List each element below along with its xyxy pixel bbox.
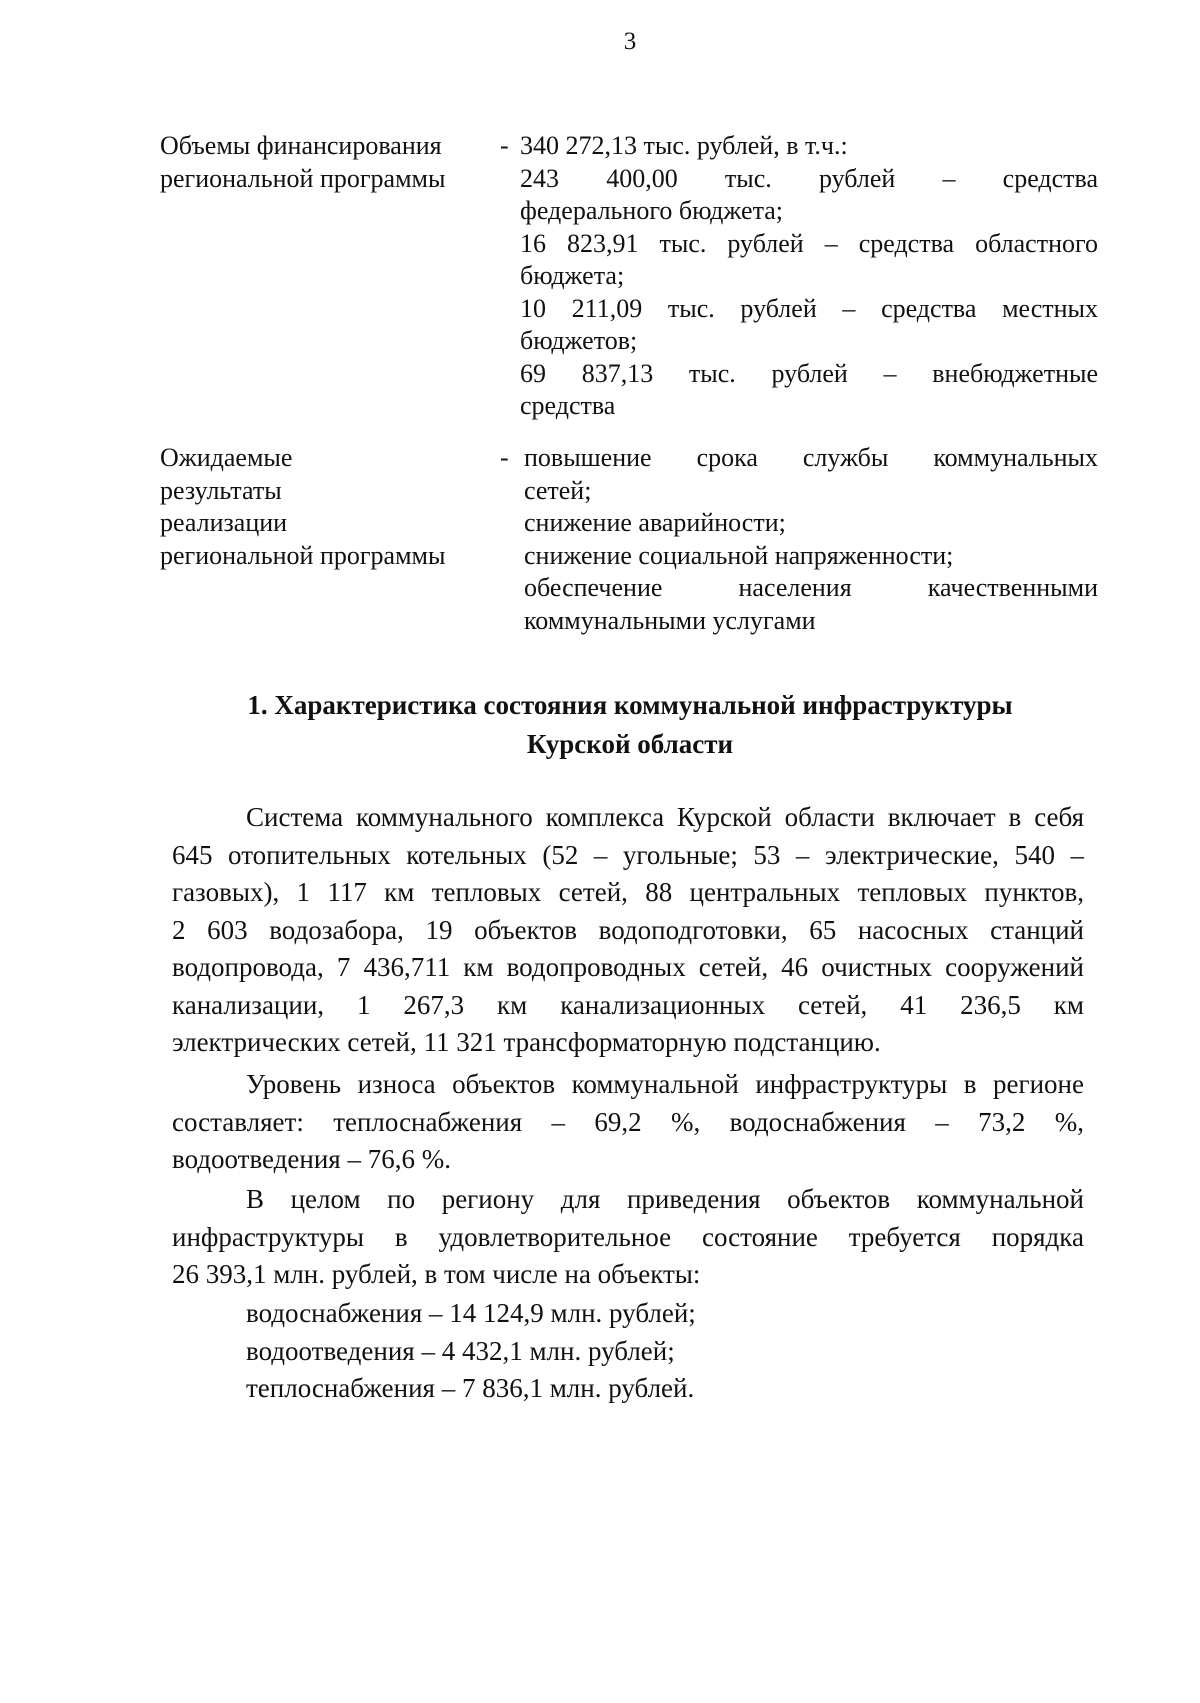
results-label-line: региональной программы — [160, 540, 446, 570]
paragraph-funding-need — [172, 1181, 1084, 1294]
financing-value-line: бюджетов; — [520, 326, 638, 355]
results-value-line: сетей; — [524, 475, 592, 505]
paragraph-line: Уровень износа объектов коммунальной инфраструктуры в регионе — [246, 1069, 1084, 1099]
paragraph-line: составляет: теплоснабжения – 69,2 %, водоснабжения – 73,2 %, — [172, 1106, 1084, 1137]
section-heading — [170, 686, 1090, 764]
financing-value-line: 340 272,13 тыс. рублей, в т.ч.: — [520, 131, 848, 160]
financing-value-line: 10 211,09 тыс. рублей – средства местных — [520, 293, 1098, 323]
section-heading-line: 1. Характеристика состояния коммунальной инфраструктуры — [247, 690, 1013, 720]
list-item: теплоснабжения – 7 836,1 млн. рублей. — [246, 1373, 695, 1403]
financing-value-line: федерального бюджета; — [520, 196, 784, 225]
list-item: водоснабжения – 14 124,9 млн. рублей; — [246, 1298, 696, 1328]
results-value-line: обеспечение населения качественными — [524, 573, 1098, 602]
financing-value-line: 69 837,13 тыс. рублей – внебюджетные — [520, 358, 1098, 388]
financing-value-line: бюджета; — [520, 261, 625, 290]
funding-list — [172, 1295, 1084, 1408]
paragraph-line: газовых), 1 117 км тепловых сетей, 88 центральных тепловых пунктов, — [172, 877, 1084, 907]
results-value-line: снижение аварийности; — [524, 508, 786, 537]
results-label-line: результаты — [160, 475, 282, 505]
paragraph-line: 2 603 водозабора, 19 объектов водоподготовки, 65 насосных станций — [172, 914, 1084, 945]
results-label-line: реализации — [160, 508, 288, 537]
results-dash: - — [500, 443, 509, 472]
list-item: водоотведения – 4 432,1 млн. рублей; — [246, 1335, 675, 1366]
paragraph-line: В целом по региону для приведения объектов коммунальной — [246, 1184, 1084, 1214]
financing-label-line: Объемы финансирования — [160, 131, 442, 160]
paragraph-wear-level — [172, 1066, 1084, 1179]
results-row — [160, 442, 1100, 642]
financing-label-line: региональной программы — [160, 163, 446, 193]
results-value-line: повышение срока службы коммунальных — [524, 443, 1098, 472]
financing-dash: - — [500, 131, 509, 160]
paragraph-infrastructure — [172, 799, 1084, 1062]
results-label — [160, 442, 480, 572]
financing-value-line: 243 400,00 тыс. рублей – средства — [520, 163, 1098, 193]
financing-value-line: 16 823,91 тыс. рублей – средства областного — [520, 228, 1098, 258]
paragraph-line: инфраструктуры в удовлетворительное состояние требуется порядка — [172, 1221, 1084, 1252]
paragraph-line: Система коммунального комплекса Курской области включает в себя — [246, 802, 1084, 832]
financing-label — [160, 130, 480, 195]
results-value-line: снижение социальной напряженности; — [524, 540, 954, 570]
financing-values — [520, 130, 1098, 423]
paragraph-line: 26 393,1 млн. рублей, в том числе на объекты: — [172, 1259, 701, 1289]
section-heading-line: Курской области — [526, 729, 734, 759]
financing-row — [160, 130, 1100, 430]
page-number: 3 — [623, 28, 637, 55]
financing-value-line: средства — [520, 391, 616, 420]
results-label-line: Ожидаемые — [160, 443, 293, 472]
paragraph-line: канализации, 1 267,3 км канализационных сетей, 41 236,5 км — [172, 989, 1084, 1020]
results-value-line: коммунальными услугами — [524, 605, 816, 635]
paragraph-line: водоотведения – 76,6 %. — [172, 1144, 451, 1174]
paragraph-line: водопровода, 7 436,711 км водопроводных сетей, 46 очистных сооружений — [172, 952, 1084, 982]
paragraph-line: электрических сетей, 11 321 трансформаторную подстанцию. — [172, 1027, 881, 1057]
results-values — [524, 442, 1098, 637]
paragraph-line: 645 отопительных котельных (52 – угольные; 53 – электрические, 540 – — [172, 839, 1084, 870]
